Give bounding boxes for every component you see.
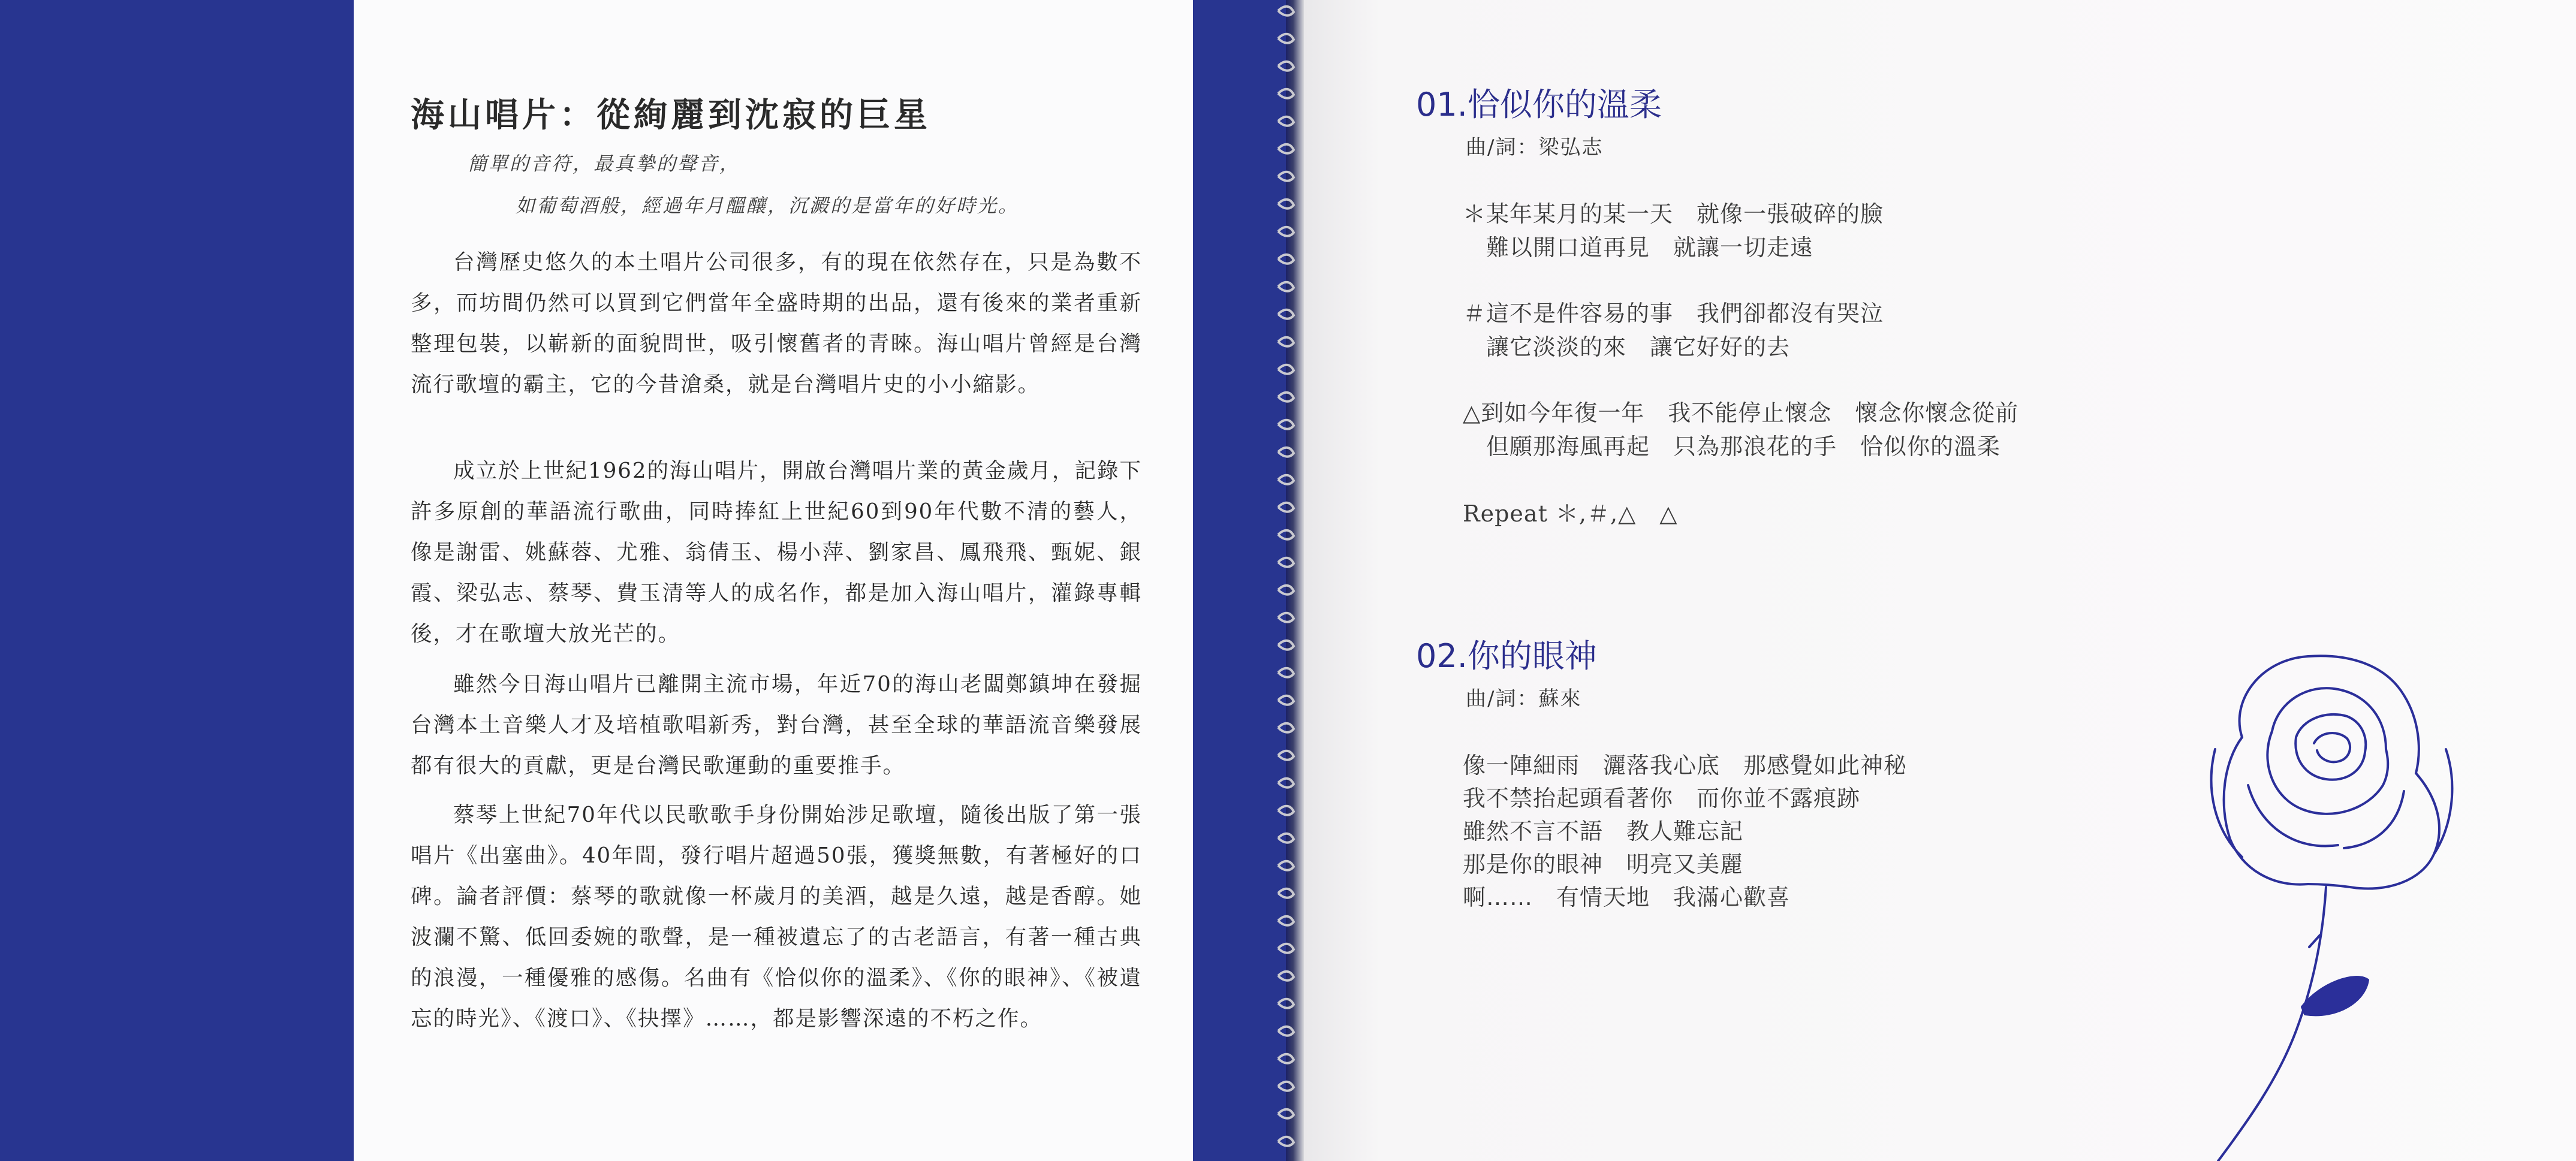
lyric-line: 但願那海風再起 只為那浪花的手 恰似你的溫柔 [1463, 433, 2001, 460]
spiral-loop [1278, 1082, 1294, 1091]
spiral-loop [1278, 7, 1294, 16]
lyric-line: ＊某年某月的某一天 就像一張破碎的臉 [1463, 201, 1884, 227]
rose-stem [2218, 887, 2326, 1161]
spiral-loop [1278, 530, 1294, 539]
spiral-loop [1278, 89, 1294, 98]
article-paragraph: 蔡琴上世紀70年代以民歌歌手身份開始涉足歌壇，隨後出版了第一張唱片《出塞曲》。40年間，發行唱片超過50張，獲獎無數，有著極好的口碑。論者評價：蔡琴的歌就像一杯歲月的美酒，越是久遠，越是香醇。她波瀾不驚、低回委婉的歌聲，是一種被遺忘了的古老語言，有著一種古典的浪漫，一種優雅的感傷。名曲有《恰似你的溫柔》、《你的眼神》、《被遺忘的時光》、《渡口》、《抉擇》……，都是影響深遠的不朽之作。 [411, 803, 1142, 1031]
spiral-loop [1278, 861, 1294, 870]
lyric-line: 讓它淡淡的來 讓它好好的去 [1463, 334, 1791, 360]
spiral-loop [1278, 172, 1294, 181]
rose-petal [2308, 773, 2439, 889]
article-paragraph: 成立於上世紀1962的海山唱片，開啟台灣唱片業的黃金歲月，記錄下許多原創的華語流行歌曲，同時捧紅上世紀60到90年代數不清的藝人，像是謝雷、姚蘇蓉、尤雅、翁倩玉、楊小萍、劉家昌、鳳飛飛、甄妮、銀霞、梁弘志、蔡琴、費玉清等人的成名作，都是加入海山唱片，灌錄專輯後，才在歌壇大放光芒的。 [411, 459, 1142, 646]
article-title: 海山唱片：從絢麗到沈寂的巨星 [411, 95, 931, 135]
rose-illustration [2206, 647, 2464, 1161]
spiral-loop [1278, 723, 1294, 732]
spiral-loop [1278, 503, 1294, 512]
lyric-line: 那是你的眼神 明亮又美麗 [1463, 851, 1744, 877]
spiral-loop [1278, 944, 1294, 953]
spiral-loop [1278, 200, 1294, 209]
spiral-loop [1278, 144, 1294, 153]
rose-petal [2314, 733, 2350, 762]
blue-border-left [0, 0, 354, 1161]
lyric-line: 像一陣細雨 灑落我心底 那感覺如此神秘 [1463, 752, 1908, 779]
lyric-line: ＃這不是件容易的事 我們卻都沒有哭泣 [1463, 300, 1884, 327]
spiral-binding [1276, 0, 1296, 1161]
spiral-loop [1278, 34, 1294, 43]
spiral-loop [1278, 641, 1294, 650]
rose-petal [2344, 791, 2404, 848]
rose-petal [2224, 737, 2308, 885]
repeat-line: Repeat ＊,＃,△ △ [1463, 500, 1678, 527]
spiral-loop [1278, 227, 1294, 236]
lyric-line: △到如今年復一年 我不能停止懷念 懷念你懷念從前 [1463, 400, 2019, 426]
rose-petal [2248, 785, 2338, 846]
spiral-loop [1278, 117, 1294, 126]
spiral-loop [1278, 393, 1294, 402]
spiral-loop [1278, 889, 1294, 898]
spiral-loop [1278, 448, 1294, 457]
spiral-loop [1278, 365, 1294, 374]
song-credit: 曲/詞：蘇來 [1466, 687, 1582, 711]
spiral-loop [1278, 779, 1294, 788]
spiral-loop [1278, 696, 1294, 705]
spiral-loop [1278, 999, 1294, 1008]
spiral-loop [1278, 282, 1294, 291]
spiral-loop [1278, 834, 1294, 843]
rose-petal [2272, 688, 2386, 749]
spiral-loop [1278, 62, 1294, 71]
spiral-loop [1278, 1054, 1294, 1063]
article-paragraph: 雖然今日海山唱片已離開主流市場，年近70的海山老闆鄭鎮坤在發掘台灣本土音樂人才及培植歌唱新秀，對台灣，甚至全球的華語流音樂發展都有很大的貢獻，更是台灣民歌運動的重要推手。 [411, 672, 1142, 778]
lyric-line: 我不禁抬起頭看著你 而你並不露痕跡 [1463, 785, 1861, 812]
rose-petal [2295, 737, 2365, 780]
rose-petal [2434, 749, 2452, 854]
spiral-loop [1278, 310, 1294, 319]
blue-border-right [1193, 0, 1286, 1161]
lyric-line: 啊…… 有情天地 我滿心歡喜 [1463, 884, 1791, 910]
lyric-line: 雖然不言不語 教人難忘記 [1463, 818, 1744, 845]
spiral-loop [1278, 420, 1294, 429]
spiral-loop [1278, 916, 1294, 925]
epigraph-line: 簡單的音符，最真摯的聲音， [468, 152, 741, 175]
spiral-loop [1278, 1027, 1294, 1036]
song-credit: 曲/詞：梁弘志 [1466, 135, 1604, 159]
spiral-loop [1278, 806, 1294, 815]
spiral-loop [1278, 751, 1294, 760]
spiral-loop [1278, 255, 1294, 264]
spiral-loop [1278, 613, 1294, 622]
spiral-loop [1278, 475, 1294, 484]
spiral-loop [1278, 1137, 1294, 1146]
spiral-loop [1278, 668, 1294, 677]
epigraph-line: 如葡萄酒般，經過年月醞釀，沉澱的是當年的好時光。 [516, 194, 1020, 217]
article-paragraph: 台灣歷史悠久的本土唱片公司很多，有的現在依然存在，只是為數不多，而坊間仍然可以買到它們當年全盛時期的出品，還有後來的業者重新整理包裝，以嶄新的面貌問世，吸引懷舊者的青睞。海山唱片曾經是台灣流行歌壇的霸主，它的今昔滄桑，就是台灣唱片史的小小縮影。 [411, 250, 1142, 397]
spiral-loop [1278, 586, 1294, 595]
song-title: 01.恰似你的溫柔 [1416, 86, 1662, 123]
spiral-loop [1278, 558, 1294, 567]
rose-petal [2267, 731, 2388, 814]
song-title: 02.你的眼神 [1416, 637, 1597, 675]
rose-petal [2212, 749, 2242, 857]
spiral-loop [1278, 1109, 1294, 1118]
spiral-loop [1278, 972, 1294, 981]
spiral-loop [1278, 337, 1294, 346]
lyric-line: 難以開口道再見 就讓一切走遠 [1463, 234, 1814, 261]
